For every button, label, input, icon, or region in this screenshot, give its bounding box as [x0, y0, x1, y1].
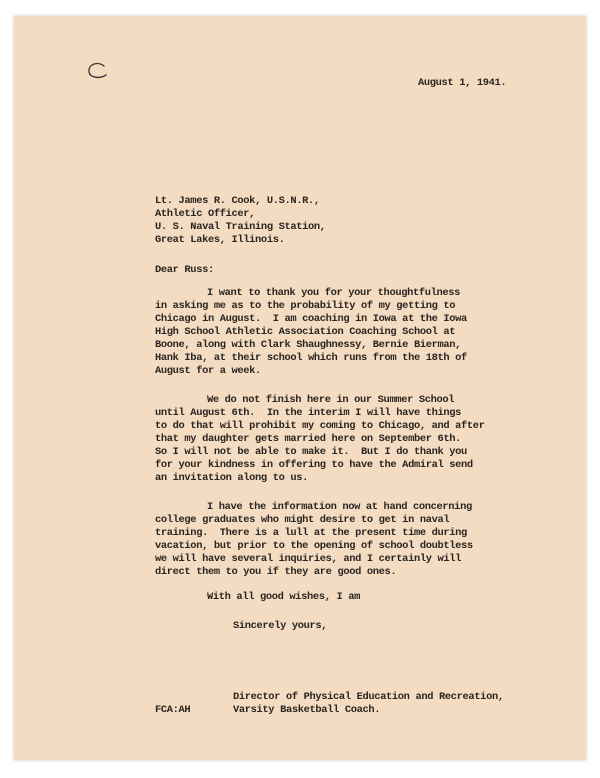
recipient-line: U. S. Naval Training Station,	[155, 221, 326, 233]
paragraph-3-line: training. There is a lull at the present time during	[155, 527, 467, 539]
paragraph-1-line: I want to thank you for your thoughtfulness	[207, 287, 461, 299]
paragraph-3-line: vacation, but prior to the opening of school doubtless	[155, 540, 473, 552]
complimentary-closing: Sincerely yours,	[233, 620, 328, 632]
signature-title-line: Director of Physical Education and Recreation,	[233, 691, 504, 703]
paragraph-2-line: So I will not be able to make it. But I do thank you	[155, 446, 467, 458]
salutation: Dear Russ:	[155, 264, 214, 276]
paragraph-2-line: for your kindness in offering to have the Admiral send	[155, 459, 473, 471]
letter-page	[14, 16, 586, 760]
paragraph-2-line: an invitation along to us.	[155, 472, 309, 484]
paragraph-3-line: college graduates who might desire to get in naval	[155, 514, 450, 526]
recipient-line: Athletic Officer,	[155, 208, 256, 220]
paragraph-1-line: Boone, along with Clark Shaughnessy, Bernie Bierman,	[155, 339, 462, 351]
signature-title-line: Varsity Basketball Coach.	[233, 704, 381, 716]
reference-initials: FCA:AH	[155, 704, 191, 716]
paragraph-2-line: that my daughter gets married here on September 6th.	[155, 433, 462, 445]
paragraph-1-line: High School Athletic Association Coaching School at	[155, 326, 456, 338]
paragraph-1-line: Hank Iba, at their school which runs from the 18th of	[155, 352, 467, 364]
paragraph-1-line: August for a week.	[155, 365, 261, 377]
paragraph-2-line: until August 6th. In the interim I will have things	[155, 407, 462, 419]
paragraph-2-line: to do that will prohibit my coming to Chicago, and after	[155, 420, 485, 432]
paragraph-3-line: I have the information now at hand concerning	[207, 501, 472, 513]
paragraph-1-line: Chicago in August. I am coaching in Iowa at the Iowa	[155, 313, 467, 325]
paragraph-2-line: We do not finish here in our Summer School	[207, 394, 455, 406]
good-wishes-line: With all good wishes, I am	[207, 591, 361, 603]
letter-date: August 1, 1941.	[418, 77, 507, 89]
paragraph-1-line: in asking me as to the probability of my getting to	[155, 300, 456, 312]
handwritten-c-mark	[84, 60, 112, 84]
paragraph-3-line: direct them to you if they are good ones.	[155, 566, 397, 578]
recipient-line: Lt. James R. Cook, U.S.N.R.,	[155, 195, 320, 207]
paragraph-3-line: we will have several inquiries, and I certainly will	[155, 553, 462, 565]
recipient-line: Great Lakes, Illinois.	[155, 234, 285, 246]
